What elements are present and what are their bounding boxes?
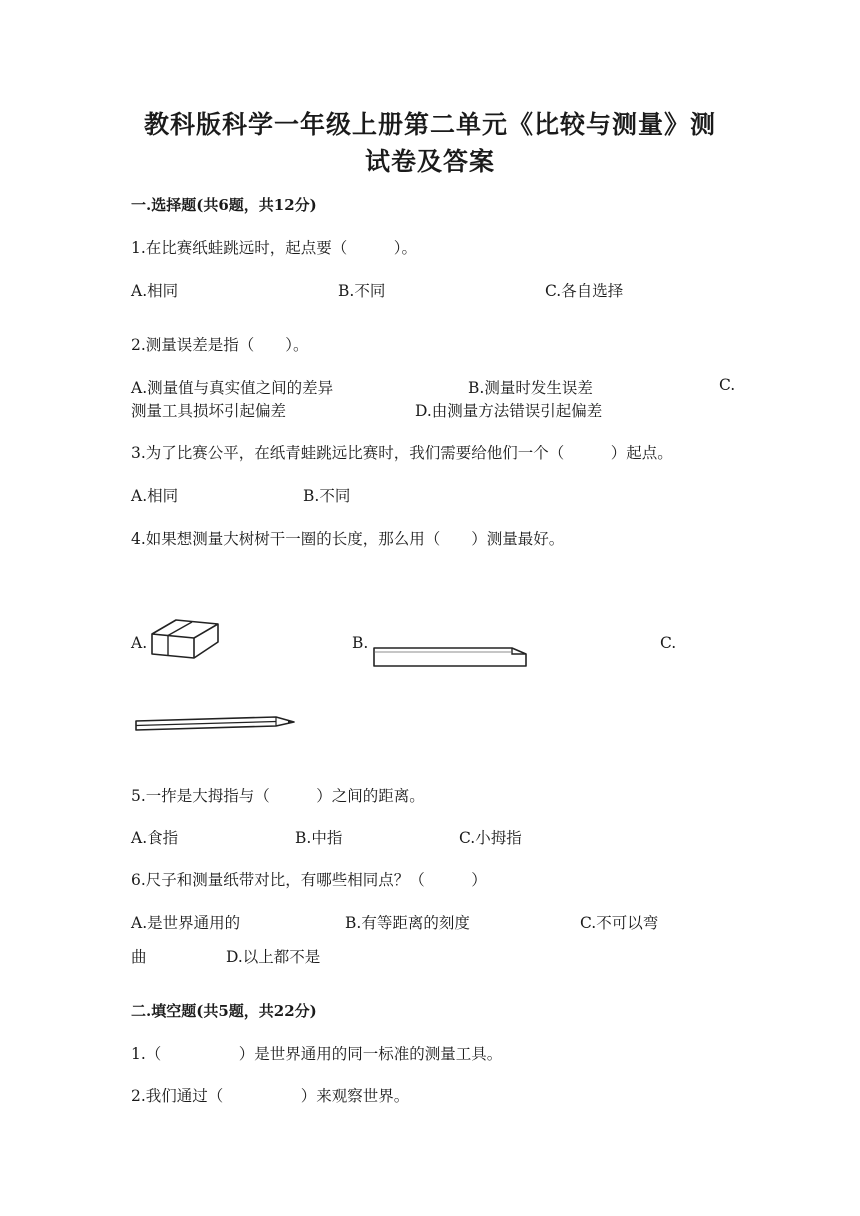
q5-option-c: C.小拇指	[459, 829, 522, 847]
q3-option-a: A.相同	[131, 487, 179, 505]
q5-option-b: B.中指	[295, 829, 343, 847]
q2-option-b: B.测量时发生误差	[468, 379, 593, 397]
q1-option-a: A.相同	[131, 282, 179, 300]
q6-option-c: C.不可以弯	[580, 914, 659, 932]
q3-option-b: B.不同	[303, 487, 351, 505]
q2-option-c-continued: 测量工具损坏引起偏差	[131, 402, 287, 420]
paper-strip-icon	[372, 644, 528, 670]
q6-option-c-continued: 曲	[131, 948, 147, 966]
question-1: 1.在比赛纸蛙跳远时，起点要（ ）。	[131, 239, 418, 257]
q5-option-a: A.食指	[131, 829, 179, 847]
q4-option-c: C.	[660, 634, 677, 652]
section-heading-fill: 二.填空题(共5题，共22分)	[131, 1002, 317, 1020]
q4-option-b: B.	[352, 634, 369, 652]
fill-question-1: 1.（ ）是世界通用的同一标准的测量工具。	[131, 1045, 503, 1063]
q1-option-c: C.各自选择	[545, 282, 624, 300]
question-2: 2.测量误差是指（ ）。	[131, 336, 309, 354]
page-title-continued: 试卷及答案	[364, 147, 495, 176]
q2-option-c: C.	[719, 376, 736, 394]
question-4: 4.如果想测量大树树干一圈的长度，那么用（ ）测量最好。	[131, 530, 565, 548]
q1-option-b: B.不同	[338, 282, 386, 300]
q6-option-a: A.是世界通用的	[131, 914, 241, 932]
q4-option-a: A.	[131, 634, 148, 652]
pencil-icon	[134, 714, 296, 732]
question-5: 5.一拃是大拇指与（ ）之间的距离。	[131, 787, 425, 805]
question-3: 3.为了比赛公平，在纸青蛙跳远比赛时，我们需要给他们一个（ ）起点。	[131, 444, 673, 462]
section-heading-choice: 一.选择题(共6题，共12分)	[131, 196, 317, 214]
q2-option-d: D.由测量方法错误引起偏差	[415, 402, 603, 420]
q6-option-d: D.以上都不是	[226, 948, 321, 966]
q6-option-b: B.有等距离的刻度	[345, 914, 470, 932]
page-title: 教科版科学一年级上册第二单元《比较与测量》测	[143, 110, 716, 139]
q2-option-a: A.测量值与真实值之间的差异	[131, 379, 334, 397]
fill-question-2: 2.我们通过（ ）来观察世界。	[131, 1087, 410, 1105]
question-6: 6.尺子和测量纸带对比，有哪些相同点？（ ）	[131, 871, 487, 889]
eraser-icon	[148, 612, 222, 664]
